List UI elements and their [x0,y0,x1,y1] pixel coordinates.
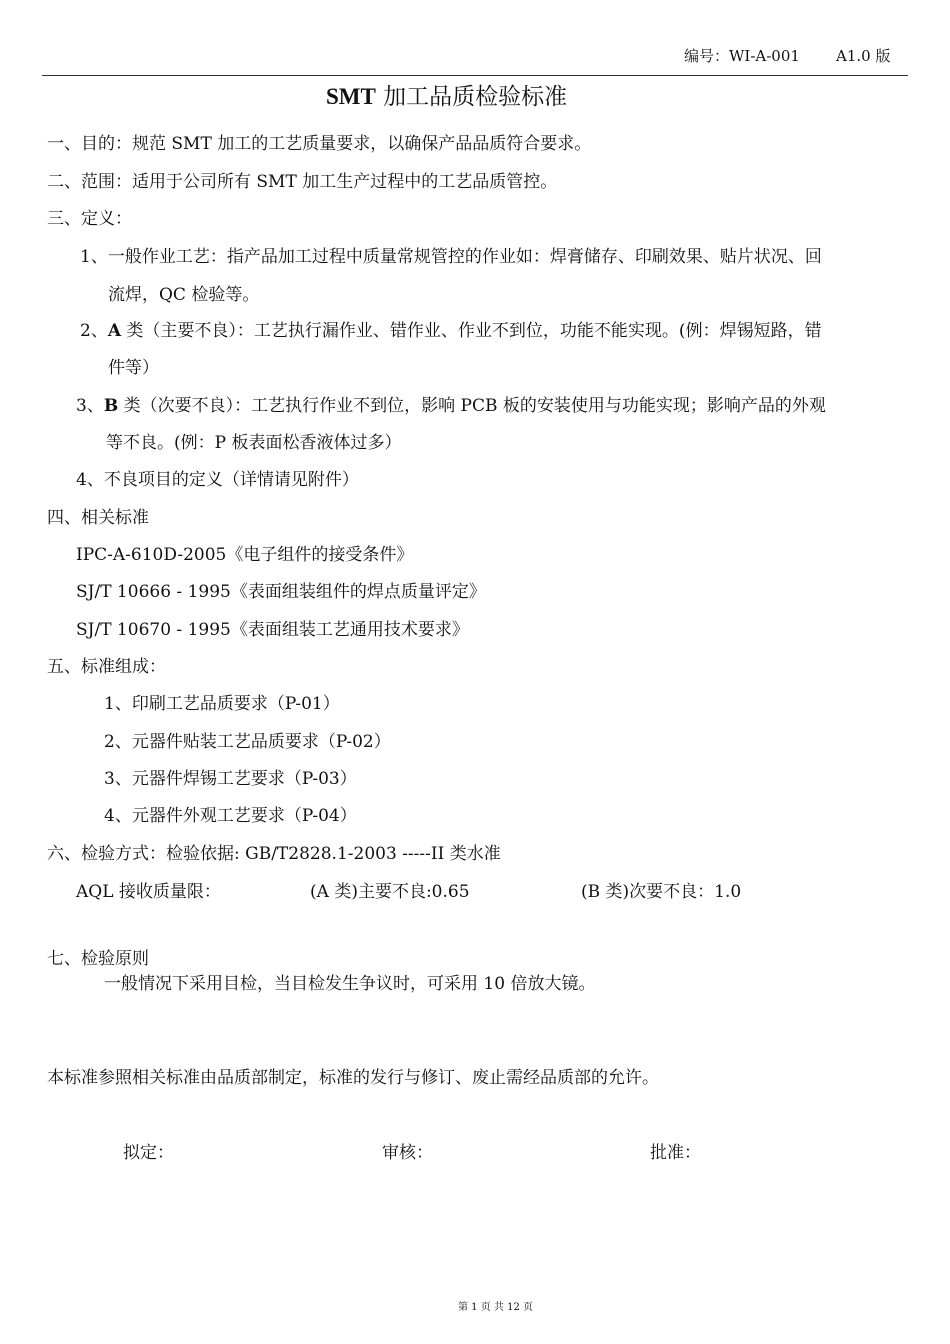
section-definitions-heading: 三、定义： [47,209,132,229]
definition-2-line-2: 件等） [108,358,159,378]
composition-item-1: 1、印刷工艺品质要求（P-01） [104,694,340,714]
composition-item-4: 4、元器件外观工艺要求（P-04） [104,806,357,826]
definition-2-code: A [107,321,122,341]
section-purpose: 一、目的：规范 SMT 加工的工艺质量要求，以确保产品品质符合要求。 [47,134,592,154]
signoff-draft: 拟定： [123,1143,174,1163]
aql-class-a: (A 类)主要不良:0.65 [310,882,470,902]
definition-3-code: B [103,396,119,416]
page-number: 第 1 页 共 12 页 [458,1302,533,1313]
definition-3-line-2: 等不良。(例：P 板表面松香液体过多） [106,433,402,453]
section-inspection-method: 六、检验方式：检验依据: GB/T2828.1-2003 -----II 类水准 [47,844,501,864]
definition-2-text: 类（主要不良）：工艺执行漏作业、错作业、作业不到位，功能不能实现。(例：焊锡短路，错 [121,321,822,341]
page-title [326,85,567,109]
section-principle-text: 一般情况下采用目检，当目检发生争议时，可采用 10 倍放大镜。 [104,974,596,994]
signoff-review: 审核： [382,1143,433,1163]
standard-item-1: IPC-A-610D-2005《电子组件的接受条件》 [76,545,414,565]
aql-class-b: (B 类)次要不良：1.0 [581,882,742,902]
definition-4: 4、不良项目的定义（详情请见附件） [76,470,359,490]
section-scope: 二、范围：适用于公司所有 SMT 加工生产过程中的工艺品质管控。 [47,172,558,192]
definition-3-line-1 [76,398,826,415]
definition-2-prefix: 2、 [80,321,108,341]
signoff-approve: 批准： [650,1143,701,1163]
page-title-rest: 加工品质检验标准 [375,84,568,110]
header-divider [42,75,908,76]
definition-3-prefix: 3、 [76,396,104,416]
section-standards-heading: 四、相关标准 [47,508,149,528]
section-principle-heading: 七、检验原则 [47,949,149,969]
standard-item-3: SJ/T 10670 - 1995《表面组装工艺通用技术要求》 [76,620,469,640]
section-composition-heading: 五、标准组成： [47,657,166,677]
approval-note: 本标准参照相关标准由品质部制定，标准的发行与修订、废止需经品质部的允许。 [47,1068,659,1088]
definition-1-line-2: 流焊，QC 检验等。 [108,285,260,305]
composition-item-2: 2、元器件贴装工艺品质要求（P-02） [104,732,391,752]
composition-item-3: 3、元器件焊锡工艺要求（P-03） [104,769,357,789]
definition-2-line-1 [80,323,822,340]
document-version: A1.0 版 [836,47,891,65]
definition-1-line-1: 1、一般作业工艺：指产品加工过程中质量常规管控的作业如：焊膏储存、印刷效果、贴片状况、回 [80,247,822,267]
aql-label: AQL 接收质量限： [76,882,221,902]
standard-item-2: SJ/T 10666 - 1995《表面组装组件的焊点质量评定》 [76,582,486,602]
page-title-bold: SMT [326,84,376,109]
definition-3-text: 类（次要不良）：工艺执行作业不到位，影响 PCB 板的安装使用与功能实现；影响产品的外观 [118,396,826,416]
document-number: 编号：WI-A-001 [684,47,800,65]
